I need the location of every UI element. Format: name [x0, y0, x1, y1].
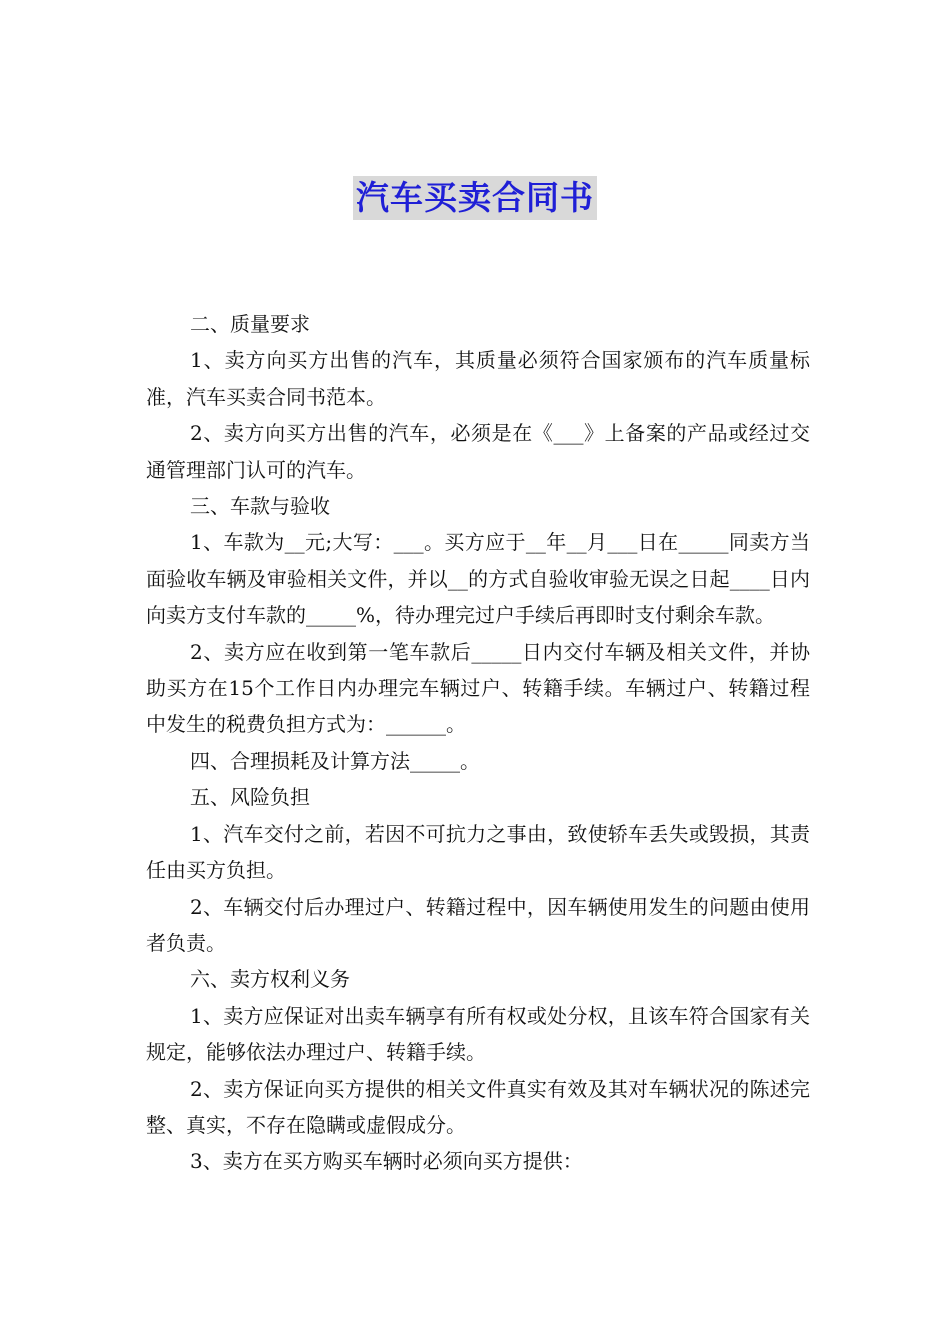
- clause-seller-1: 1、卖方应保证对出卖车辆享有所有权或处分权，且该车符合国家有关规定，能够依法办理过户、转籍手续。: [146, 1003, 810, 1065]
- clause-risk-1: 1、汽车交付之前，若因不可抗力之事由，致使轿车丢失或毁损，其责任由买方负担。: [146, 821, 810, 883]
- clause-seller-3: 3、卖方在买方购买车辆时必须向买方提供：: [190, 1149, 583, 1174]
- clause-quality-2: 2、卖方向买方出售的汽车，必须是在《___》上备案的产品或经过交通管理部门认可的汽车。: [146, 421, 810, 482]
- clause-quality-1: 1、卖方向买方出售的汽车，其质量必须符合国家颁布的汽车质量标准，汽车买卖合同书范本。: [146, 348, 810, 409]
- section-heading-quality: 二、质量要求: [190, 312, 310, 336]
- clause-seller-2: 2、卖方保证向买方提供的相关文件真实有效及其对车辆状况的陈述完整、真实，不存在隐瞒或虚假成分。: [146, 1076, 810, 1137]
- title-container: [0, 176, 950, 220]
- section-heading-seller: 六、卖方权利义务: [190, 967, 350, 992]
- document-body: [146, 306, 810, 1180]
- clause-payment-1: 1、车款为__元;大写：___。买方应于__年__月___日在_____同卖方当面验收车辆及审验相关文件，并以__的方式自验收审验无误之日起____日内向卖方支付车款的_____%，待办理完过户手续后再即时支付剩余车款。: [146, 530, 810, 628]
- section-heading-payment: 三、车款与验收: [190, 494, 330, 519]
- clause-risk-2: 2、车辆交付后办理过户、转籍过程中，因车辆使用发生的问题由使用者负责。: [146, 894, 810, 955]
- document-title: 汽车买卖合同书: [353, 176, 597, 220]
- section-heading-risk: 五、风险负担: [190, 785, 310, 810]
- clause-payment-2: 2、卖方应在收到第一笔车款后_____日内交付车辆及相关文件，并协助买方在15个工作日内办理完车辆过户、转籍手续。车辆过户、转籍过程中发生的税费负担方式为：______。: [146, 639, 810, 737]
- section-heading-loss: 四、合理损耗及计算方法_____。: [190, 748, 480, 773]
